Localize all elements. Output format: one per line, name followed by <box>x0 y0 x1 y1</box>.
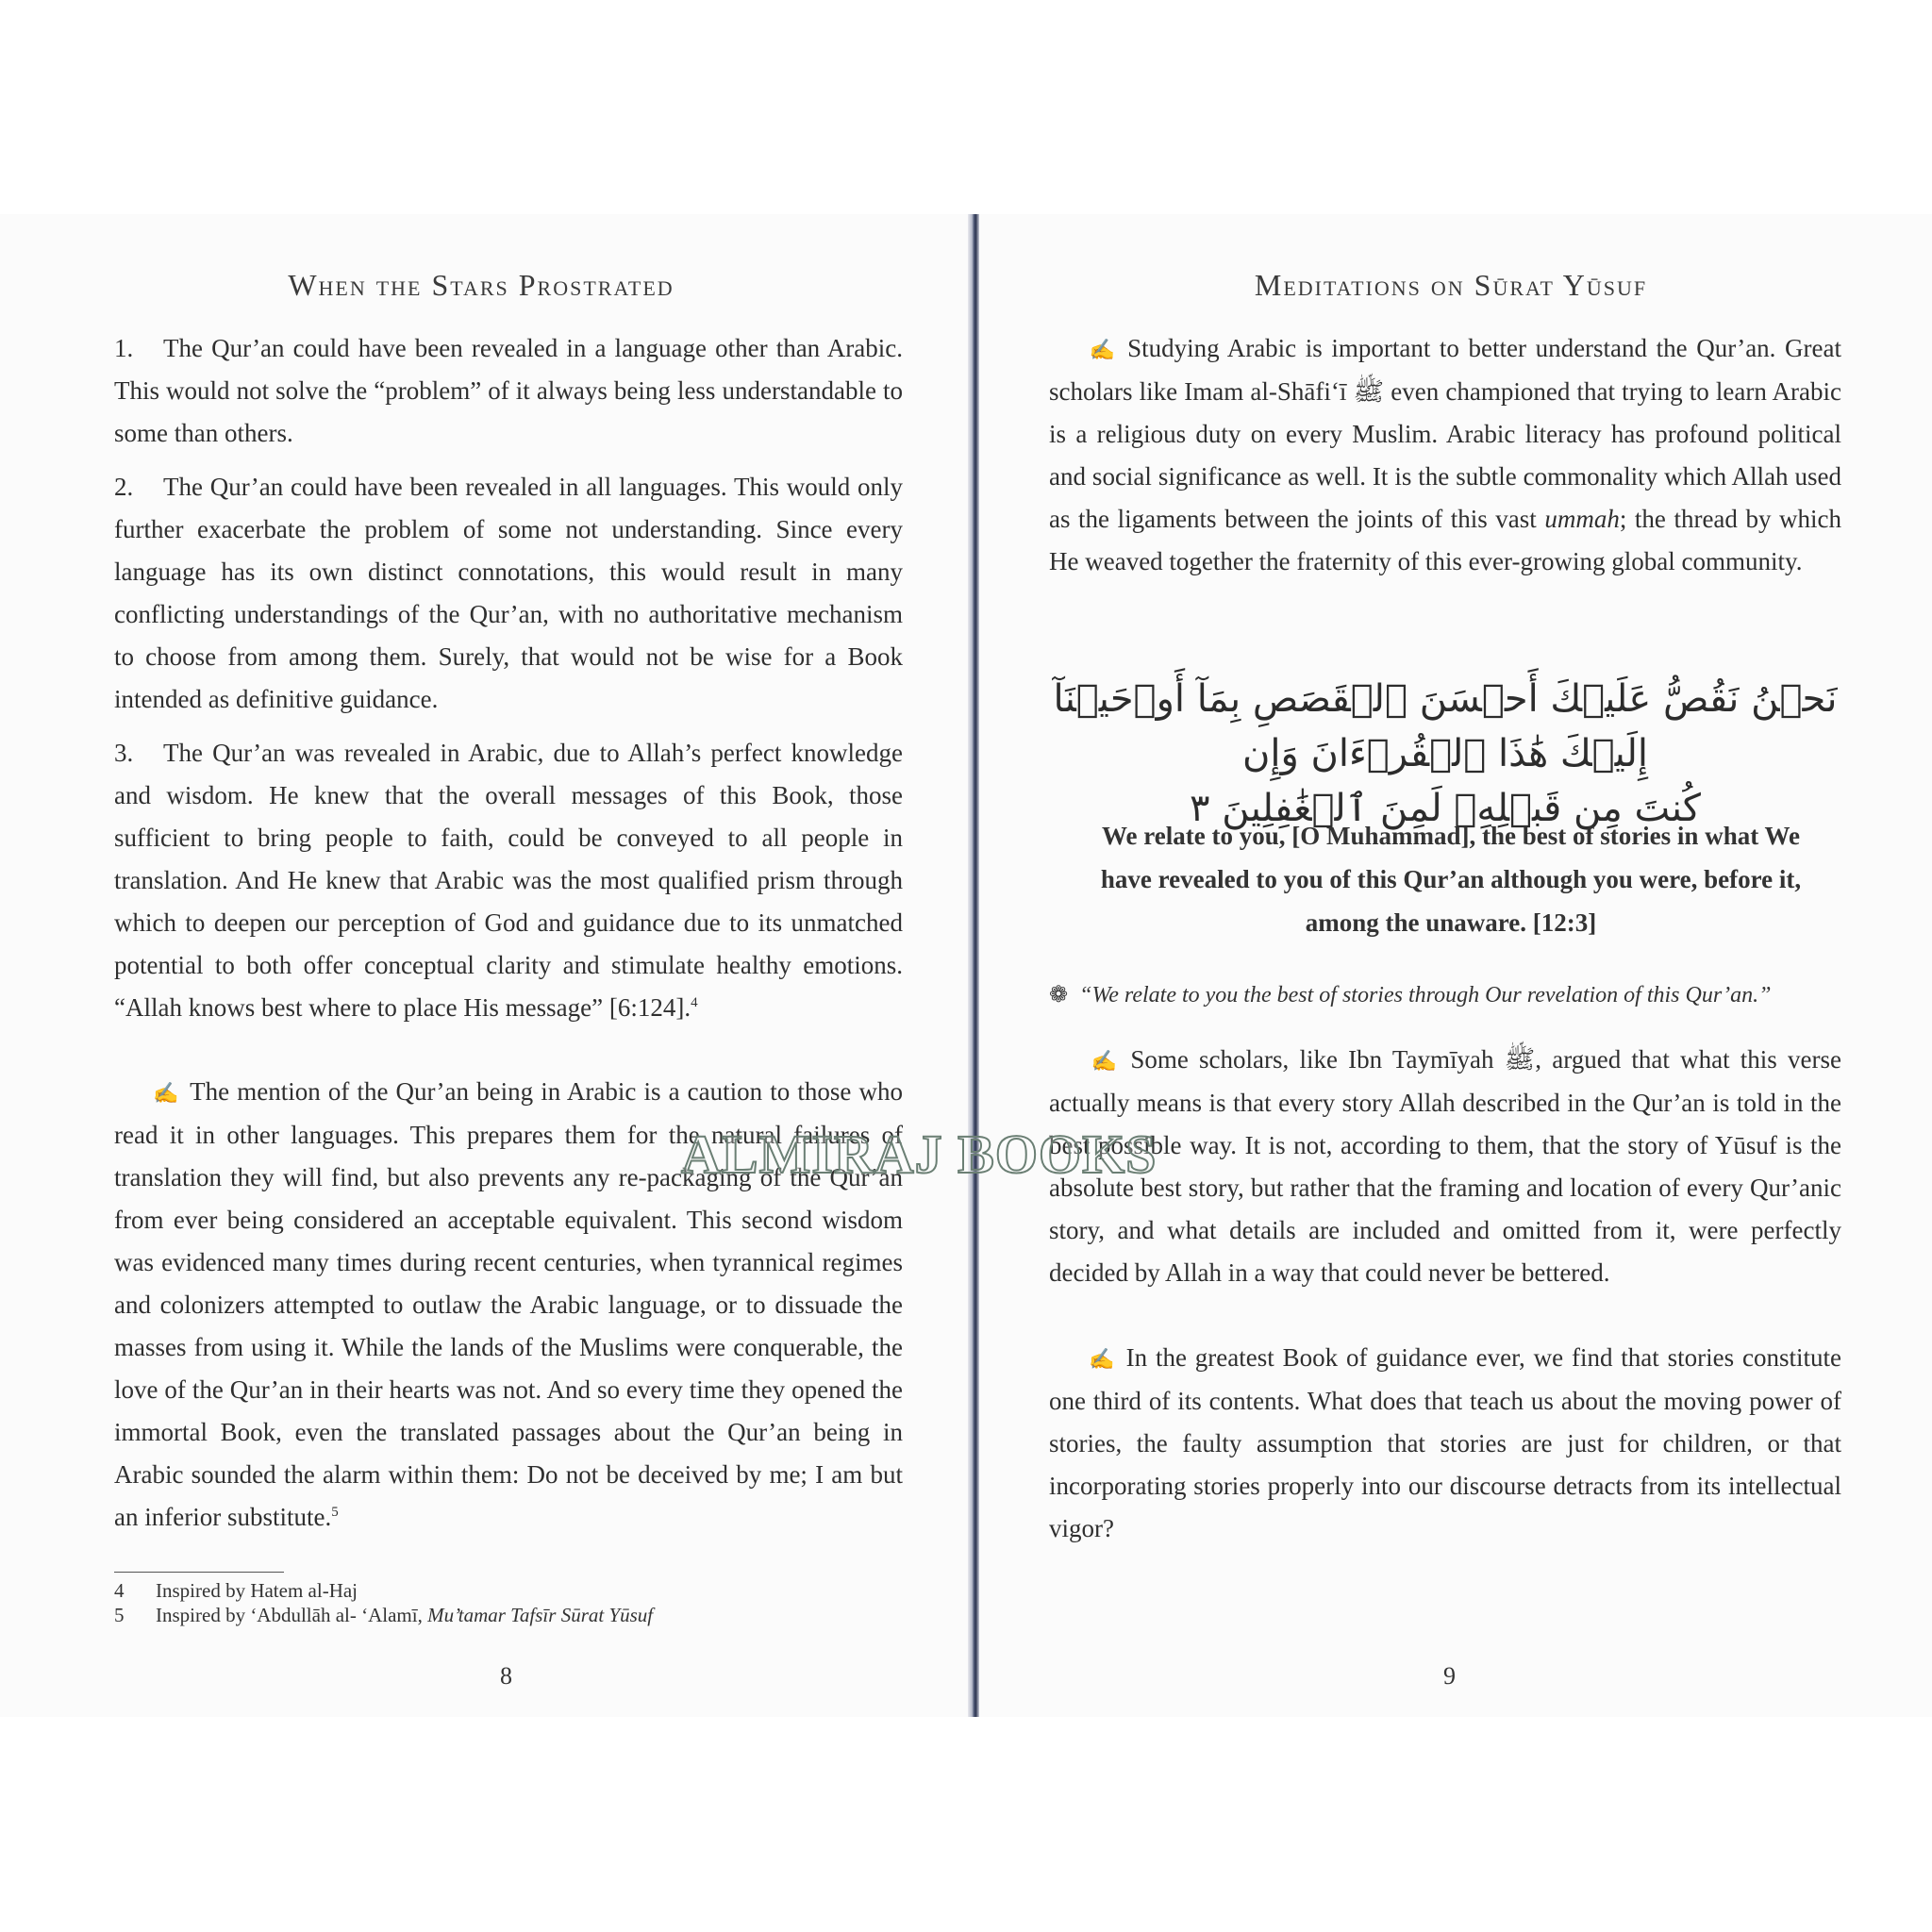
list-item-number: 1. <box>114 334 134 362</box>
alternate-translation-text: “We relate to you the best of stories through Our revelation of this Qur’an.” <box>1079 983 1772 1008</box>
footnotes <box>114 1578 869 1627</box>
footnote-title: Mu’tamar Tafsīr Sūrat Yūsuf <box>427 1604 654 1626</box>
list-item-number: 2. <box>114 473 134 501</box>
arabic-verse-line: كُنتَ مِن قَبۡلِهِۦ لَمِنَ ٱلۡغَٰفِلِينَ ٣ <box>1190 787 1701 830</box>
list-item <box>114 732 903 1029</box>
book-gutter <box>968 214 979 1717</box>
alternate-translation <box>1049 978 1860 1012</box>
arabic-verse <box>1049 672 1841 836</box>
footnote-number: 4 <box>114 1579 125 1602</box>
page-number-left: 8 <box>500 1662 512 1690</box>
right-paragraph-2-text: Some scholars, like Ibn Taymīyah ﷺ, argued that what this verse actually means is that every story Allah described in the Qur’an is told in the best possible way. It is not, according to them, that the story of Yūsuf is the absolute best story, but rather that the framing and location of every Qur’anic story, and what details are included and omitted from it, were perfectly decided by Allah in a way that could never be bettered. <box>1049 1045 1841 1287</box>
right-page <box>979 214 1932 1717</box>
footnote-ref: 4 <box>691 995 698 1010</box>
flower-icon: ❁ <box>1049 983 1069 1008</box>
verse-translation: We relate to you, [O Muhammad], the best of stories in what We have revealed to you of this Qur’an although you were, before it, among the unaware. [12:3] <box>1100 822 1802 937</box>
list-item <box>114 466 903 721</box>
running-head-left: When the Stars Prostrated <box>288 268 675 302</box>
list-item-text: The Qur’an could have been revealed in all languages. This would only further exacerbate the problem of some not understanding. Since every language has its own distinct connotations, this would result in many conflicting understandings of the Qur’an, with no authoritative mechanism to choose from among them. Surely, that would not be wise for a Book intended as definitive guidance. <box>114 473 903 713</box>
right-paragraph-1: ✍ Studying Arabic is important to better understand the Qur’an. Great scholars like Imam al-Shāfi‘ī ﷺ even championed that trying to learn Arabic is a religious duty on every Muslim. Arabic literacy has profound political and social significance as well. It is the subtle commonality which Allah used as the ligaments between the joints of this vast ummah; the thread by which He weaved together the fraternity of this ever-growing global community. <box>1049 334 1841 575</box>
quill-icon: ✍ <box>1087 338 1119 361</box>
quill-icon: ✍ <box>152 1081 181 1105</box>
left-paragraph-text: The mention of the Qur’an being in Arabic is a caution to those who read it in other languages. This prepares them for the natural failures of translation they will find, but also prevents any re-packaging of the Qur’an from ever being considered an acceptable equivalent. This second wisdom was evidenced many times during recent centuries, when tyrannical regimes and colonizers attempted to outlaw the Arabic language, or to dissuade the masses from using it. While the lands of the Muslims were conquerable, the love of the Qur’an in their hearts was not. And so every time they opened the immortal Book, even the translated passages about the Qur’an being in Arabic sounded the alarm within them: Do not be deceived by me; I am but an inferior substitute. <box>114 1077 903 1531</box>
footnote-number: 5 <box>114 1604 125 1626</box>
watermark: ALMIRAJ BOOKS <box>681 1124 1158 1185</box>
footnote <box>114 1578 869 1603</box>
page-number-right: 9 <box>1443 1662 1456 1690</box>
right-paragraph-3 <box>1049 1337 1841 1550</box>
footnote-divider <box>114 1572 284 1573</box>
right-paragraph-3-text: In the greatest Book of guidance ever, we find that stories constitute one third of its contents. What does that teach us about the moving power of stories, the faulty assumption that stories are just for children, or that incorporating stories properly into our discourse detracts from its intellectual vigor? <box>1049 1343 1841 1542</box>
list-item-text: The Qur’an was revealed in Arabic, due to Allah’s perfect knowledge and wisdom. He knew that the overall messages of this Book, those sufficient to bring people to faith, could be conveyed to all people in translation. And He knew that Arabic was the most qualified prism through which to deepen our perception of God and guidance due to its unmatched potential to both offer conceptual clarity and stimulate healthy emotions. “Allah knows best where to place His message” [6:124]. <box>114 739 903 1022</box>
footnote-text: Inspired by Hatem al-Haj <box>156 1579 358 1602</box>
book-spread <box>0 214 1932 1717</box>
list-item-text: The Qur’an could have been revealed in a language other than Arabic. This would not solve the “problem” of it always being less understandable to some than others. <box>114 334 903 447</box>
list-item-number: 3. <box>114 739 134 767</box>
footnote <box>114 1603 869 1627</box>
list-item <box>114 327 903 455</box>
left-page <box>0 214 972 1717</box>
quill-icon: ✍ <box>1087 1049 1122 1073</box>
numbered-list <box>114 327 903 1029</box>
footnote-text: Inspired by ‘Abdullāh al- ‘Alamī, <box>156 1604 428 1626</box>
footnote-ref: 5 <box>331 1505 339 1520</box>
quill-icon: ✍ <box>1087 1347 1117 1371</box>
running-head-right: Meditations on Sūrat Yūsuf <box>1254 268 1648 302</box>
arabic-verse-line: نَحۡنُ نَقُصُّ عَلَيۡكَ أَحۡسَنَ ٱلۡقَصَصِ بِمَآ أَوۡحَيۡنَآ إِلَيۡكَ هَٰذَا ٱلۡقُرۡءَانَ وَإِن <box>1053 677 1838 775</box>
